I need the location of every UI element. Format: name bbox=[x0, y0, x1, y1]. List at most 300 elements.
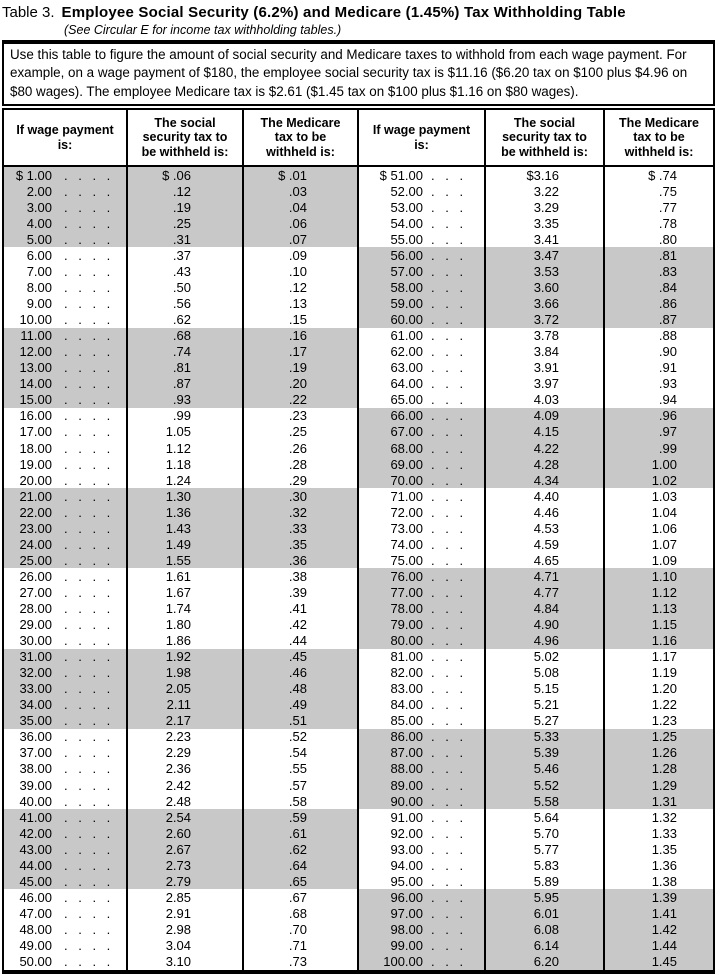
social-security-tax-cell: .99 bbox=[126, 408, 242, 424]
medicare-tax-cell: .03 bbox=[242, 183, 357, 199]
dot-leader: . . . bbox=[431, 825, 464, 841]
wage-value: 33.00 bbox=[19, 681, 52, 697]
social-security-tax-cell: 4.15 bbox=[484, 424, 603, 440]
table-row bbox=[4, 280, 357, 296]
dot-leader: . . . bbox=[431, 697, 464, 713]
dot-leader: . . . bbox=[431, 424, 464, 440]
social-security-tax-cell: 4.84 bbox=[484, 600, 603, 616]
social-security-tax-cell: 3.66 bbox=[484, 296, 603, 312]
wage-cell bbox=[4, 841, 126, 857]
wage-cell bbox=[357, 889, 484, 905]
table-row bbox=[4, 392, 357, 408]
dot-leader: . . . bbox=[431, 215, 464, 231]
social-security-tax-cell: 4.90 bbox=[484, 617, 603, 633]
table-row bbox=[357, 873, 713, 889]
social-security-tax-cell: $ .06 bbox=[126, 167, 242, 183]
social-security-tax-cell: 5.58 bbox=[484, 793, 603, 809]
table-row bbox=[4, 472, 357, 488]
wage-value: 68.00 bbox=[390, 440, 423, 456]
dot-leader: . . . bbox=[431, 167, 464, 183]
social-security-tax-cell: 5.46 bbox=[484, 761, 603, 777]
dot-leader: . . . . bbox=[64, 167, 111, 183]
wage-cell bbox=[357, 857, 484, 873]
table-row bbox=[357, 552, 713, 568]
social-security-tax-cell: 1.98 bbox=[126, 665, 242, 681]
table-row bbox=[357, 649, 713, 665]
wage-cell bbox=[4, 408, 126, 424]
medicare-tax-cell: 1.19 bbox=[603, 665, 713, 681]
wage-cell bbox=[4, 584, 126, 600]
social-security-tax-cell: 5.77 bbox=[484, 841, 603, 857]
medicare-tax-cell: .38 bbox=[242, 568, 357, 584]
wage-cell bbox=[357, 681, 484, 697]
dot-leader: . . . bbox=[431, 617, 464, 633]
wage-value: 31.00 bbox=[19, 649, 52, 665]
wage-cell bbox=[357, 905, 484, 921]
wage-value: 80.00 bbox=[390, 633, 423, 649]
wage-value: 98.00 bbox=[390, 921, 423, 937]
table-row bbox=[357, 456, 713, 472]
wage-value: 57.00 bbox=[390, 264, 423, 280]
table-row bbox=[4, 617, 357, 633]
social-security-tax-cell: 6.14 bbox=[484, 937, 603, 953]
wage-cell bbox=[4, 777, 126, 793]
table-row bbox=[4, 328, 357, 344]
table-row bbox=[4, 857, 357, 873]
table-row bbox=[357, 488, 713, 504]
wage-value: 9.00 bbox=[26, 296, 52, 312]
table-row bbox=[357, 809, 713, 825]
wage-value: 5.00 bbox=[26, 231, 52, 247]
medicare-tax-cell: .22 bbox=[242, 392, 357, 408]
social-security-tax-cell: 2.98 bbox=[126, 921, 242, 937]
wage-value: 27.00 bbox=[19, 584, 52, 600]
dot-leader: . . . bbox=[431, 633, 464, 649]
table-row bbox=[4, 713, 357, 729]
wage-value: 46.00 bbox=[19, 889, 52, 905]
wage-cell bbox=[357, 697, 484, 713]
table-row bbox=[357, 472, 713, 488]
wage-value: 100.00 bbox=[383, 954, 423, 970]
table-row bbox=[4, 360, 357, 376]
dot-leader: . . . . bbox=[64, 536, 111, 552]
social-security-tax-cell: 3.72 bbox=[484, 312, 603, 328]
table-row bbox=[4, 841, 357, 857]
wage-value: 89.00 bbox=[390, 777, 423, 793]
table-row bbox=[4, 905, 357, 921]
wage-value: 49.00 bbox=[19, 937, 52, 953]
dot-leader: . . . bbox=[431, 552, 464, 568]
dot-leader: . . . . bbox=[64, 215, 111, 231]
table-row bbox=[4, 793, 357, 809]
dot-leader: . . . bbox=[431, 761, 464, 777]
social-security-tax-cell: 1.12 bbox=[126, 440, 242, 456]
medicare-tax-cell: 1.06 bbox=[603, 520, 713, 536]
wage-value: 73.00 bbox=[390, 520, 423, 536]
dot-leader: . . . bbox=[431, 889, 464, 905]
wage-value: 6.00 bbox=[26, 247, 52, 263]
wage-value: 29.00 bbox=[19, 617, 52, 633]
dot-leader: . . . bbox=[431, 328, 464, 344]
table-row bbox=[357, 312, 713, 328]
wage-value: 7.00 bbox=[26, 264, 52, 280]
table-row bbox=[357, 600, 713, 616]
table-row bbox=[357, 440, 713, 456]
table-row bbox=[357, 247, 713, 263]
wage-cell bbox=[357, 520, 484, 536]
wage-cell bbox=[4, 392, 126, 408]
table-row bbox=[4, 552, 357, 568]
social-security-tax-cell: 2.48 bbox=[126, 793, 242, 809]
table-row bbox=[357, 344, 713, 360]
wage-cell bbox=[357, 665, 484, 681]
wage-cell bbox=[4, 199, 126, 215]
medicare-tax-cell: .81 bbox=[603, 247, 713, 263]
wage-cell bbox=[4, 729, 126, 745]
medicare-tax-cell: .33 bbox=[242, 520, 357, 536]
medicare-tax-cell: .99 bbox=[603, 440, 713, 456]
table-row bbox=[357, 199, 713, 215]
social-security-tax-cell: .31 bbox=[126, 231, 242, 247]
wage-cell bbox=[4, 809, 126, 825]
wage-cell bbox=[4, 328, 126, 344]
wage-cell bbox=[357, 472, 484, 488]
medicare-tax-cell: .39 bbox=[242, 584, 357, 600]
wage-cell bbox=[357, 376, 484, 392]
medicare-tax-cell: .23 bbox=[242, 408, 357, 424]
wage-cell bbox=[4, 617, 126, 633]
social-security-tax-cell: 2.11 bbox=[126, 697, 242, 713]
wage-value: 19.00 bbox=[19, 456, 52, 472]
wage-value: 61.00 bbox=[390, 328, 423, 344]
wage-value: 52.00 bbox=[390, 183, 423, 199]
table-row bbox=[4, 809, 357, 825]
wage-value: 16.00 bbox=[19, 408, 52, 424]
wage-cell bbox=[4, 167, 126, 183]
table-row bbox=[357, 376, 713, 392]
table-row bbox=[4, 247, 357, 263]
wage-value: 15.00 bbox=[19, 392, 52, 408]
medicare-tax-cell: 1.35 bbox=[603, 841, 713, 857]
table-row bbox=[4, 264, 357, 280]
wage-value: 11.00 bbox=[20, 328, 52, 344]
medicare-tax-cell: .41 bbox=[242, 600, 357, 616]
social-security-tax-cell: $3.16 bbox=[484, 167, 603, 183]
table-row bbox=[357, 231, 713, 247]
wage-cell bbox=[357, 536, 484, 552]
wage-cell bbox=[357, 633, 484, 649]
social-security-tax-cell: 3.41 bbox=[484, 231, 603, 247]
social-security-tax-cell: 3.35 bbox=[484, 215, 603, 231]
dot-leader: . . . bbox=[431, 504, 464, 520]
medicare-tax-cell: .29 bbox=[242, 472, 357, 488]
dot-leader: . . . . bbox=[64, 264, 111, 280]
social-security-tax-cell: 3.97 bbox=[484, 376, 603, 392]
medicare-tax-cell: 1.44 bbox=[603, 937, 713, 953]
table-row bbox=[357, 568, 713, 584]
dot-leader: . . . . bbox=[64, 392, 111, 408]
wage-cell bbox=[357, 954, 484, 970]
dot-leader: . . . bbox=[431, 777, 464, 793]
medicare-tax-cell: .77 bbox=[603, 199, 713, 215]
dot-leader: . . . bbox=[431, 408, 464, 424]
wage-cell bbox=[4, 665, 126, 681]
wage-value: 77.00 bbox=[390, 584, 423, 600]
wage-cell bbox=[4, 280, 126, 296]
medicare-tax-cell: 1.25 bbox=[603, 729, 713, 745]
wage-cell bbox=[357, 247, 484, 263]
dot-leader: . . . bbox=[431, 392, 464, 408]
dot-leader: . . . . bbox=[64, 793, 111, 809]
table-row bbox=[357, 584, 713, 600]
dot-leader: . . . . bbox=[64, 825, 111, 841]
wage-cell bbox=[4, 921, 126, 937]
medicare-tax-cell: .20 bbox=[242, 376, 357, 392]
wage-cell bbox=[357, 504, 484, 520]
social-security-tax-cell: 2.42 bbox=[126, 777, 242, 793]
dot-leader: . . . . bbox=[64, 424, 111, 440]
social-security-tax-cell: 1.36 bbox=[126, 504, 242, 520]
dot-leader: . . . . bbox=[64, 199, 111, 215]
wage-value: 56.00 bbox=[390, 247, 423, 263]
wage-cell bbox=[357, 729, 484, 745]
medicare-tax-cell: .64 bbox=[242, 857, 357, 873]
table-row bbox=[4, 665, 357, 681]
dot-leader: . . . . bbox=[64, 889, 111, 905]
social-security-tax-cell: .68 bbox=[126, 328, 242, 344]
social-security-tax-cell: 2.23 bbox=[126, 729, 242, 745]
table-row bbox=[357, 841, 713, 857]
table-number-label: Table 3. bbox=[2, 4, 55, 21]
social-security-tax-cell: 2.36 bbox=[126, 761, 242, 777]
table-row bbox=[357, 665, 713, 681]
wage-cell bbox=[4, 183, 126, 199]
medicare-tax-cell: 1.03 bbox=[603, 488, 713, 504]
social-security-tax-cell: 2.91 bbox=[126, 905, 242, 921]
medicare-tax-cell: .04 bbox=[242, 199, 357, 215]
social-security-tax-cell: 1.43 bbox=[126, 520, 242, 536]
medicare-tax-cell: .48 bbox=[242, 681, 357, 697]
table-row bbox=[4, 231, 357, 247]
wage-value: 82.00 bbox=[390, 665, 423, 681]
wage-value: 65.00 bbox=[390, 392, 423, 408]
social-security-tax-cell: 5.95 bbox=[484, 889, 603, 905]
wage-cell bbox=[4, 600, 126, 616]
dot-leader: . . . . bbox=[64, 713, 111, 729]
table-row bbox=[357, 183, 713, 199]
wage-cell bbox=[357, 328, 484, 344]
table-row bbox=[4, 424, 357, 440]
social-security-tax-cell: 2.05 bbox=[126, 681, 242, 697]
medicare-tax-cell: .68 bbox=[242, 905, 357, 921]
medicare-tax-cell: 1.23 bbox=[603, 713, 713, 729]
dot-leader: . . . bbox=[431, 841, 464, 857]
table-row bbox=[4, 440, 357, 456]
table-left-half bbox=[4, 167, 357, 969]
wage-value: 22.00 bbox=[19, 504, 52, 520]
medicare-tax-cell: .51 bbox=[242, 713, 357, 729]
wage-cell bbox=[357, 280, 484, 296]
medicare-tax-cell: .52 bbox=[242, 729, 357, 745]
table-row bbox=[4, 937, 357, 953]
wage-cell bbox=[4, 649, 126, 665]
medicare-tax-cell: 1.12 bbox=[603, 584, 713, 600]
table-row bbox=[4, 296, 357, 312]
wage-cell bbox=[4, 472, 126, 488]
dot-leader: . . . . bbox=[64, 376, 111, 392]
wage-value: 81.00 bbox=[390, 649, 423, 665]
wage-value: 70.00 bbox=[390, 472, 423, 488]
wage-cell bbox=[4, 697, 126, 713]
wage-cell bbox=[4, 376, 126, 392]
wage-value: 96.00 bbox=[390, 889, 423, 905]
dot-leader: . . . bbox=[431, 264, 464, 280]
medicare-tax-cell: 1.26 bbox=[603, 745, 713, 761]
social-security-tax-cell: 5.33 bbox=[484, 729, 603, 745]
dot-leader: . . . . bbox=[64, 954, 111, 970]
table-row bbox=[4, 167, 357, 183]
wage-cell bbox=[357, 649, 484, 665]
social-security-tax-cell: 6.08 bbox=[484, 921, 603, 937]
medicare-tax-cell: .59 bbox=[242, 809, 357, 825]
table-row bbox=[4, 215, 357, 231]
dot-leader: . . . . bbox=[64, 841, 111, 857]
wage-cell bbox=[4, 681, 126, 697]
wage-value: 88.00 bbox=[390, 761, 423, 777]
social-security-tax-cell: 3.60 bbox=[484, 280, 603, 296]
wage-cell bbox=[4, 456, 126, 472]
medicare-tax-cell: 1.39 bbox=[603, 889, 713, 905]
social-security-tax-cell: .62 bbox=[126, 312, 242, 328]
wage-cell bbox=[4, 360, 126, 376]
wage-cell bbox=[357, 264, 484, 280]
medicare-tax-cell: 1.31 bbox=[603, 793, 713, 809]
wage-cell bbox=[357, 440, 484, 456]
social-security-tax-cell: 4.40 bbox=[484, 488, 603, 504]
social-security-tax-cell: 5.89 bbox=[484, 873, 603, 889]
wage-value: 42.00 bbox=[19, 825, 52, 841]
dot-leader: . . . bbox=[431, 681, 464, 697]
wage-value: 95.00 bbox=[390, 873, 423, 889]
wage-value: 90.00 bbox=[390, 793, 423, 809]
dot-leader: . . . bbox=[431, 649, 464, 665]
dot-leader: . . . . bbox=[64, 857, 111, 873]
dot-leader: . . . bbox=[431, 376, 464, 392]
wage-value: $ 51.00 bbox=[379, 167, 423, 183]
table-row bbox=[4, 873, 357, 889]
dot-leader: . . . . bbox=[64, 729, 111, 745]
social-security-tax-cell: 5.21 bbox=[484, 697, 603, 713]
medicare-tax-cell: .58 bbox=[242, 793, 357, 809]
wage-value: 55.00 bbox=[390, 231, 423, 247]
wage-cell bbox=[357, 873, 484, 889]
social-security-tax-cell: 2.54 bbox=[126, 809, 242, 825]
medicare-tax-cell: 1.04 bbox=[603, 504, 713, 520]
medicare-tax-cell: .30 bbox=[242, 488, 357, 504]
table-row bbox=[357, 215, 713, 231]
wage-value: 47.00 bbox=[19, 905, 52, 921]
wage-cell bbox=[4, 761, 126, 777]
table-row bbox=[4, 504, 357, 520]
dot-leader: . . . bbox=[431, 729, 464, 745]
social-security-tax-cell: 3.04 bbox=[126, 937, 242, 953]
medicare-tax-cell: .42 bbox=[242, 617, 357, 633]
dot-leader: . . . bbox=[431, 745, 464, 761]
table-row bbox=[4, 376, 357, 392]
dot-leader: . . . . bbox=[64, 183, 111, 199]
medicare-tax-cell: .32 bbox=[242, 504, 357, 520]
dot-leader: . . . . bbox=[64, 472, 111, 488]
medicare-tax-cell: 1.13 bbox=[603, 600, 713, 616]
medicare-tax-cell: 1.15 bbox=[603, 617, 713, 633]
dot-leader: . . . bbox=[431, 857, 464, 873]
dot-leader: . . . bbox=[431, 344, 464, 360]
social-security-tax-cell: 4.53 bbox=[484, 520, 603, 536]
social-security-tax-cell: 4.59 bbox=[484, 536, 603, 552]
social-security-tax-cell: .50 bbox=[126, 280, 242, 296]
social-security-tax-cell: .87 bbox=[126, 376, 242, 392]
wage-value: 2.00 bbox=[26, 183, 52, 199]
social-security-tax-cell: 3.84 bbox=[484, 344, 603, 360]
wage-cell bbox=[4, 440, 126, 456]
medicare-tax-cell: .26 bbox=[242, 440, 357, 456]
wage-cell bbox=[357, 456, 484, 472]
page-title: Employee Social Security (6.2%) and Medicare (1.45%) Tax Withholding Table bbox=[61, 4, 626, 21]
social-security-tax-cell: 5.70 bbox=[484, 825, 603, 841]
wage-value: 26.00 bbox=[19, 568, 52, 584]
social-security-tax-cell: 6.01 bbox=[484, 905, 603, 921]
dot-leader: . . . . bbox=[64, 905, 111, 921]
social-security-tax-cell: 1.80 bbox=[126, 617, 242, 633]
wage-value: 58.00 bbox=[390, 280, 423, 296]
wage-cell bbox=[357, 183, 484, 199]
dot-leader: . . . bbox=[431, 280, 464, 296]
medicare-tax-cell: .83 bbox=[603, 264, 713, 280]
dot-leader: . . . . bbox=[64, 745, 111, 761]
table-row bbox=[357, 761, 713, 777]
wage-cell bbox=[4, 247, 126, 263]
dot-leader: . . . . bbox=[64, 617, 111, 633]
medicare-tax-cell: .16 bbox=[242, 328, 357, 344]
dot-leader: . . . . bbox=[64, 633, 111, 649]
medicare-tax-cell: 1.36 bbox=[603, 857, 713, 873]
medicare-tax-cell: .46 bbox=[242, 665, 357, 681]
dot-leader: . . . . bbox=[64, 344, 111, 360]
wage-cell bbox=[4, 424, 126, 440]
wage-value: 93.00 bbox=[390, 841, 423, 857]
dot-leader: . . . bbox=[431, 584, 464, 600]
table-row bbox=[357, 777, 713, 793]
wage-cell bbox=[4, 264, 126, 280]
wage-value: 4.00 bbox=[26, 215, 52, 231]
dot-leader: . . . . bbox=[64, 440, 111, 456]
table-row bbox=[357, 504, 713, 520]
medicare-tax-cell: .49 bbox=[242, 697, 357, 713]
medicare-tax-cell: .93 bbox=[603, 376, 713, 392]
social-security-tax-cell: 1.30 bbox=[126, 488, 242, 504]
dot-leader: . . . . bbox=[64, 312, 111, 328]
wage-cell bbox=[357, 215, 484, 231]
wage-cell bbox=[357, 937, 484, 953]
dot-leader: . . . bbox=[431, 247, 464, 263]
social-security-tax-cell: 2.67 bbox=[126, 841, 242, 857]
dot-leader: . . . bbox=[431, 601, 464, 616]
wage-value: 18.00 bbox=[19, 440, 52, 456]
header-wage-right: If wage payment is: bbox=[357, 110, 484, 165]
header-wage-left: If wage payment is: bbox=[16, 123, 114, 152]
wage-cell bbox=[357, 713, 484, 729]
social-security-tax-cell: 4.03 bbox=[484, 392, 603, 408]
